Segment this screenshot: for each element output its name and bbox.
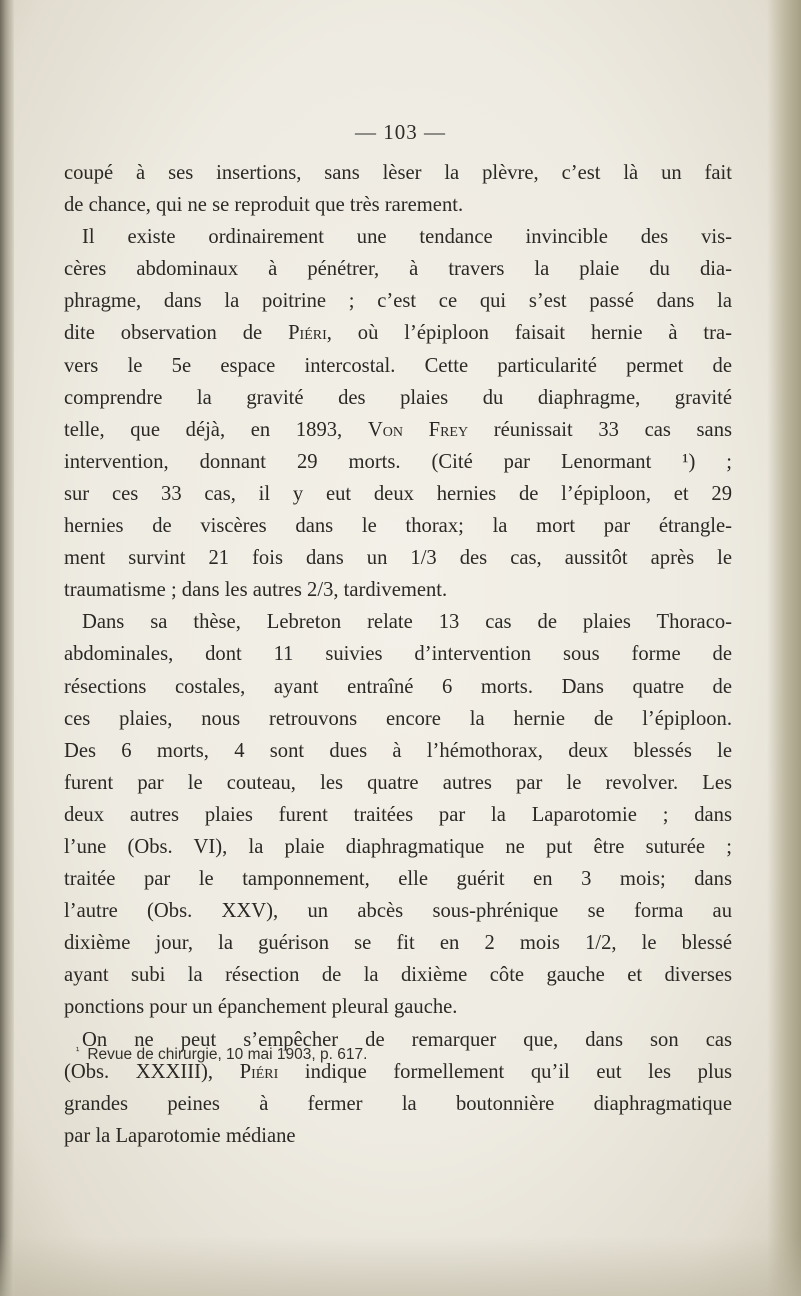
text-line — [64, 991, 732, 1023]
text-line — [64, 799, 732, 831]
text-segment: grandes peines à fermer la boutonnière diaphragmatique — [64, 1092, 732, 1115]
text-line — [64, 959, 732, 991]
text-segment: vers le 5e espace intercostal. Cette particularité permet de — [64, 354, 732, 377]
text-line — [64, 895, 732, 927]
text-line — [64, 863, 732, 895]
page-binding-edge — [0, 0, 14, 1296]
text-line — [64, 446, 732, 478]
text-line — [64, 927, 732, 959]
text-segment: furent par le couteau, les quatre autres par le revolver. Les — [64, 771, 732, 794]
text-line — [64, 253, 732, 285]
footnote-text: Revue de chirurgie, 10 mai 1903, p. 617. — [87, 1046, 368, 1063]
text-segment: dixième jour, la guérison se fit en 2 mois 1/2, le blessé — [64, 932, 732, 955]
body-text — [64, 157, 732, 1152]
text-segment: coupé à ses insertions, sans lèser la plèvre, c’est là un fait — [64, 162, 732, 184]
text-line — [64, 1120, 732, 1152]
text-segment: Des 6 morts, 4 sont dues à l’hémothorax, deux blessés le — [64, 739, 732, 762]
text-segment: intervention, donnant 29 morts. (Cité par Lenormant ¹) ; — [64, 450, 732, 473]
text-segment: résections costales, ayant entraîné 6 morts. Dans quatre de — [64, 675, 732, 698]
text-segment: hernies de viscères dans le thorax; la mort par étrangle- — [64, 515, 732, 538]
text-segment: Dans sa thèse, Lebreton relate 13 cas de plaies Thoraco- — [82, 611, 732, 634]
text-segment: abdominales, dont 11 suivies d’intervention sous forme de — [64, 643, 732, 666]
text-segment: cères abdominaux à pénétrer, à travers la plaie du dia- — [64, 258, 732, 281]
text-line — [64, 285, 732, 317]
text-line — [64, 382, 732, 414]
text-line — [64, 1088, 732, 1120]
text-segment: l’autre (Obs. XXV), un abcès sous-phrénique se forma au — [64, 900, 732, 923]
text-line — [64, 767, 732, 799]
text-segment: sur ces 33 cas, il y eut deux hernies de l’épiploon, et 29 — [64, 482, 732, 505]
text-segment: telle, que déjà, en 1893, — [64, 418, 368, 441]
text-segment: réunissait 33 cas sans — [468, 418, 733, 441]
text-segment: dite observation de — [64, 322, 289, 345]
text-segment: ayant subi la résection de la dixième côte gauche et diverses — [64, 964, 732, 987]
text-segment: traitée par le tamponnement, elle guérit en 3 mois; dans — [64, 868, 732, 891]
text-segment: On ne peut s’empêcher de remarquer que, dans son cas — [82, 1028, 732, 1051]
text-line — [64, 638, 732, 670]
text-line — [64, 221, 732, 253]
text-line — [64, 703, 732, 735]
footnote-mark: ¹ — [76, 1046, 80, 1057]
text-segment: deux autres plaies furent traitées par la Laparotomie ; dans — [64, 803, 732, 826]
text-segment: traumatisme ; dans les autres 2/3, tardivement. — [64, 579, 448, 602]
text-line — [64, 831, 732, 863]
text-segment: par la Laparotomie médiane — [64, 1124, 296, 1147]
text-line — [64, 542, 732, 574]
page-right-edge — [767, 0, 801, 1296]
text-segment: phragme, dans la poitrine ; c’est ce qui s’est passé dans la — [64, 290, 732, 313]
text-line — [64, 606, 732, 638]
text-segment: comprendre la gravité des plaies du diaphragme, gravité — [64, 386, 732, 409]
text-segment: l’une (Obs. VI), la plaie diaphragmatique ne put être suturée ; — [64, 835, 732, 858]
text-segment: (Obs. XXXIII), — [64, 1060, 240, 1083]
text-line — [64, 414, 732, 446]
text-segment: ment survint 21 fois dans un 1/3 des cas, aussitôt après le — [64, 547, 732, 570]
text-segment: ponctions pour un épanchement pleural gauche. — [64, 996, 458, 1019]
text-segment: ces plaies, nous retrouvons encore la hernie de l’épiploon. — [64, 707, 732, 730]
author-name: Von Frey — [367, 418, 469, 441]
text-line — [64, 317, 732, 349]
text-line — [64, 157, 732, 189]
text-line — [64, 671, 732, 703]
page-bottom-shade — [0, 1236, 801, 1296]
text-line — [64, 350, 732, 382]
text-line — [64, 510, 732, 542]
text-segment: indique formellement qu’il eut les plus — [278, 1060, 733, 1083]
page-number-header: — 103 — — [355, 120, 446, 144]
footnote — [76, 1046, 367, 1064]
text-line — [64, 735, 732, 767]
author-name: Piéri — [288, 322, 327, 345]
text-line — [64, 189, 732, 221]
text-segment: de chance, qui ne se reproduit que très rarement. — [64, 194, 464, 217]
text-segment: , où l’épiploon faisait hernie à tra- — [326, 322, 732, 345]
text-segment: Il existe ordinairement une tendance invincible des vis- — [82, 226, 732, 249]
text-line — [64, 478, 732, 510]
text-line — [64, 574, 732, 606]
author-name: Piéri — [239, 1060, 279, 1083]
